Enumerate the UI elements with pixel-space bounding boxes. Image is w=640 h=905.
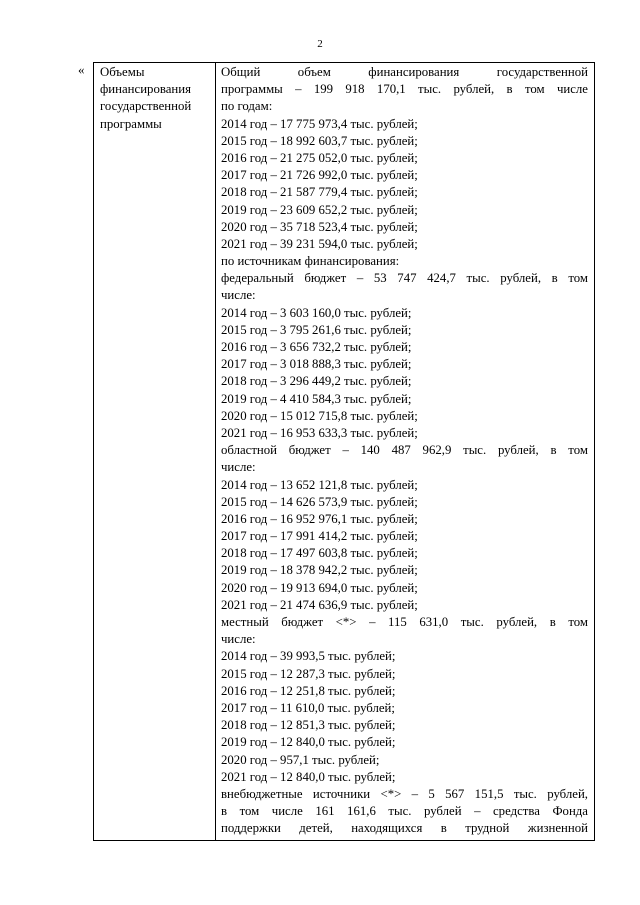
financing-line: числе:: [221, 288, 256, 303]
financing-line: 2021 год – 39 231 594,0 тыс. рублей;: [221, 236, 418, 251]
financing-line: числе:: [221, 632, 256, 647]
financing-line: по источникам финансирования:: [221, 254, 400, 269]
financing-line: по годам:: [221, 99, 273, 114]
financing-line: 2020 год – 957,1 тыс. рублей;: [221, 752, 380, 767]
financing-line: 2015 год – 18 992 603,7 тыс. рублей;: [221, 133, 418, 148]
financing-text-cell: [221, 64, 588, 837]
financing-line: 2020 год – 35 718 523,4 тыс. рублей;: [221, 219, 418, 234]
financing-line: 2021 год – 12 840,0 тыс. рублей;: [221, 769, 396, 784]
financing-line: 2018 год – 3 296 449,2 тыс. рублей;: [221, 374, 412, 389]
financing-line: 2019 год – 12 840,0 тыс. рублей;: [221, 735, 396, 750]
financing-line: 2021 год – 21 474 636,9 тыс. рублей;: [221, 597, 418, 612]
label-line: государственной: [100, 99, 192, 114]
financing-line: числе:: [221, 460, 256, 475]
opening-quote: «: [78, 62, 85, 77]
financing-line: 2019 год – 23 609 652,2 тыс. рублей;: [221, 202, 418, 217]
financing-line: 2015 год – 14 626 573,9 тыс. рублей;: [221, 494, 418, 509]
financing-line: местный бюджет <*> – 115 631,0 тыс. рублей, в том: [221, 615, 588, 629]
label-line: финансирования: [100, 82, 191, 97]
financing-line: 2020 год – 15 012 715,8 тыс. рублей;: [221, 408, 418, 423]
financing-line: 2017 год – 11 610,0 тыс. рублей;: [221, 700, 395, 715]
financing-line: 2021 год – 16 953 633,3 тыс. рублей;: [221, 425, 418, 440]
financing-line: 2017 год – 17 991 414,2 тыс. рублей;: [221, 529, 418, 544]
financing-line: 2016 год – 12 251,8 тыс. рублей;: [221, 683, 396, 698]
page-number: 2: [317, 38, 323, 50]
financing-line: внебюджетные источники <*> – 5 567 151,5 тыс. рублей,: [221, 786, 588, 801]
financing-line: 2019 год – 18 378 942,2 тыс. рублей;: [221, 563, 418, 578]
financing-line: 2014 год – 3 603 160,0 тыс. рублей;: [221, 305, 412, 320]
financing-line: областной бюджет – 140 487 962,9 тыс. рублей, в том: [221, 443, 588, 458]
financing-line: 2014 год – 39 993,5 тыс. рублей;: [221, 649, 396, 664]
financing-line: 2018 год – 12 851,3 тыс. рублей;: [221, 718, 396, 733]
label-line: Объемы: [100, 65, 145, 79]
financing-line: 2020 год – 19 913 694,0 тыс. рублей;: [221, 580, 418, 595]
financing-line: 2015 год – 3 795 261,6 тыс. рублей;: [221, 322, 412, 337]
financing-line: 2016 год – 16 952 976,1 тыс. рублей;: [221, 511, 418, 526]
financing-line: 2018 год – 21 587 779,4 тыс. рублей;: [221, 185, 418, 200]
financing-line: 2014 год – 13 652 121,8 тыс. рублей;: [221, 477, 418, 492]
financing-line: 2018 год – 17 497 603,8 тыс. рублей;: [221, 546, 418, 561]
financing-line: федеральный бюджет – 53 747 424,7 тыс. рублей, в том: [221, 271, 588, 286]
financing-line: 2019 год – 4 410 584,3 тыс. рублей;: [221, 391, 412, 406]
label-line: программы: [100, 116, 162, 131]
financing-line: 2016 год – 21 275 052,0 тыс. рублей;: [221, 150, 418, 165]
passport-table: [93, 62, 595, 841]
financing-line: 2015 год – 12 287,3 тыс. рублей;: [221, 666, 396, 681]
financing-line: 2016 год – 3 656 732,2 тыс. рублей;: [221, 340, 412, 354]
financing-line: 2014 год – 17 775 973,4 тыс. рублей;: [221, 116, 418, 131]
financing-line: в том числе 161 161,6 тыс. рублей – средства Фонда: [221, 804, 588, 819]
financing-line: 2017 год – 21 726 992,0 тыс. рублей;: [221, 168, 418, 183]
financing-line: программы – 199 918 170,1 тыс. рублей, в том числе: [221, 82, 588, 97]
financing-line: Общий объем финансирования государственной: [221, 65, 588, 79]
financing-line: поддержки детей, находящихся в трудной жизненной: [221, 821, 588, 836]
label-cell: [100, 64, 213, 133]
financing-line: 2017 год – 3 018 888,3 тыс. рублей;: [221, 357, 412, 372]
column-divider: [215, 63, 216, 840]
